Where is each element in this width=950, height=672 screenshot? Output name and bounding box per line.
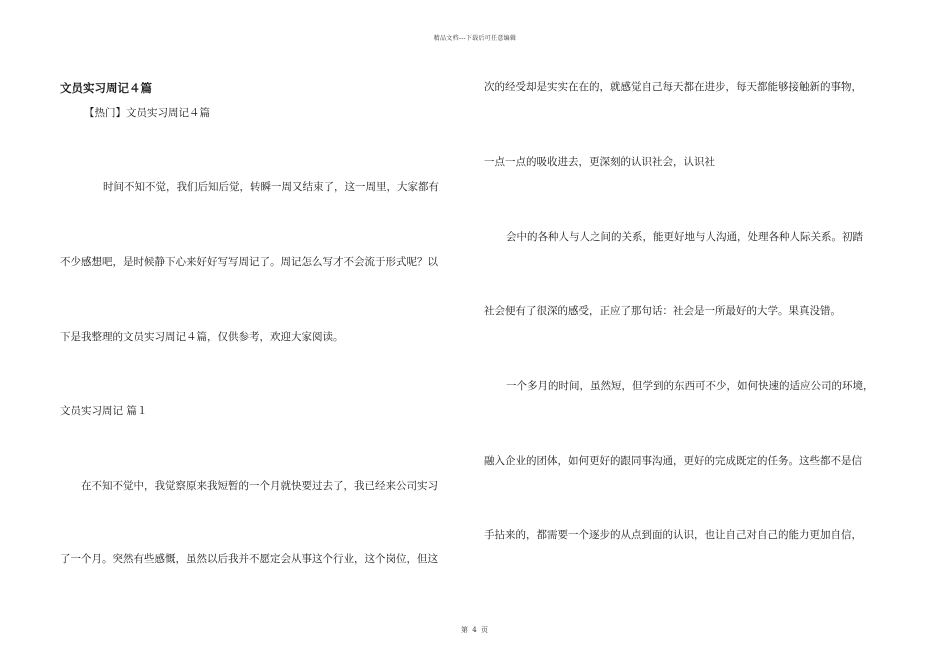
paragraph-line: 次的经受却是实实在在的，就感觉自己每天都在进步，每天都能够接触新的事物， xyxy=(484,81,862,93)
paragraph-line: 了一个月。突然有些感慨，虽然以后我并不愿定会从事这个行业，这个岗位，但这 xyxy=(60,553,438,565)
paragraph-line: 手拈来的，都需要一个逐步的从点到面的认识，也让自己对自己的能力更加自信， xyxy=(484,529,862,541)
page-header: 精品文档---下载后可任意编辑 xyxy=(433,35,517,42)
paragraph-line: 在不知不觉中，我觉察原来我短暂的一个月就快要过去了，我已经来公司实习 xyxy=(81,480,438,492)
paragraph-line: 融入企业的团体，如何更好的跟同事沟通，更好的完成既定的任务。这些都不是信 xyxy=(484,455,862,467)
paragraph-line: 下是我整理的文员实习周记４篇，仅供参考，欢迎大家阅读。 xyxy=(60,331,344,343)
document-subtitle: 【热门】文员实习周记４篇 xyxy=(84,107,210,119)
document-title: 文员实习周记４篇 xyxy=(60,81,152,95)
page-number: 第 4 页 xyxy=(461,626,489,634)
paragraph-line: 一点一点的吸收进去，更深刻的认识社会，认识社 xyxy=(484,156,715,168)
section-heading: 文员实习周记 篇１ xyxy=(60,405,148,417)
paragraph-line: 社会便有了很深的感受，正应了那句话：社会是一所最好的大学。果真没错。 xyxy=(484,305,841,317)
paragraph-line: 会中的各种人与人之间的关系，能更好地与人沟通，处理各种人际关系。初踏 xyxy=(506,231,863,243)
paragraph-line: 时间不知不觉，我们后知后觉，转瞬一周又结束了，这一周里，大家都有 xyxy=(103,181,439,193)
paragraph-line: 一个多月的时间，虽然短，但学到的东西可不少，如何快速的适应公司的环境， xyxy=(506,380,874,392)
paragraph-line: 不少感想吧，是时候静下心来好好写写周记了。周记怎么写才不会流于形式呢？以 xyxy=(60,256,438,268)
